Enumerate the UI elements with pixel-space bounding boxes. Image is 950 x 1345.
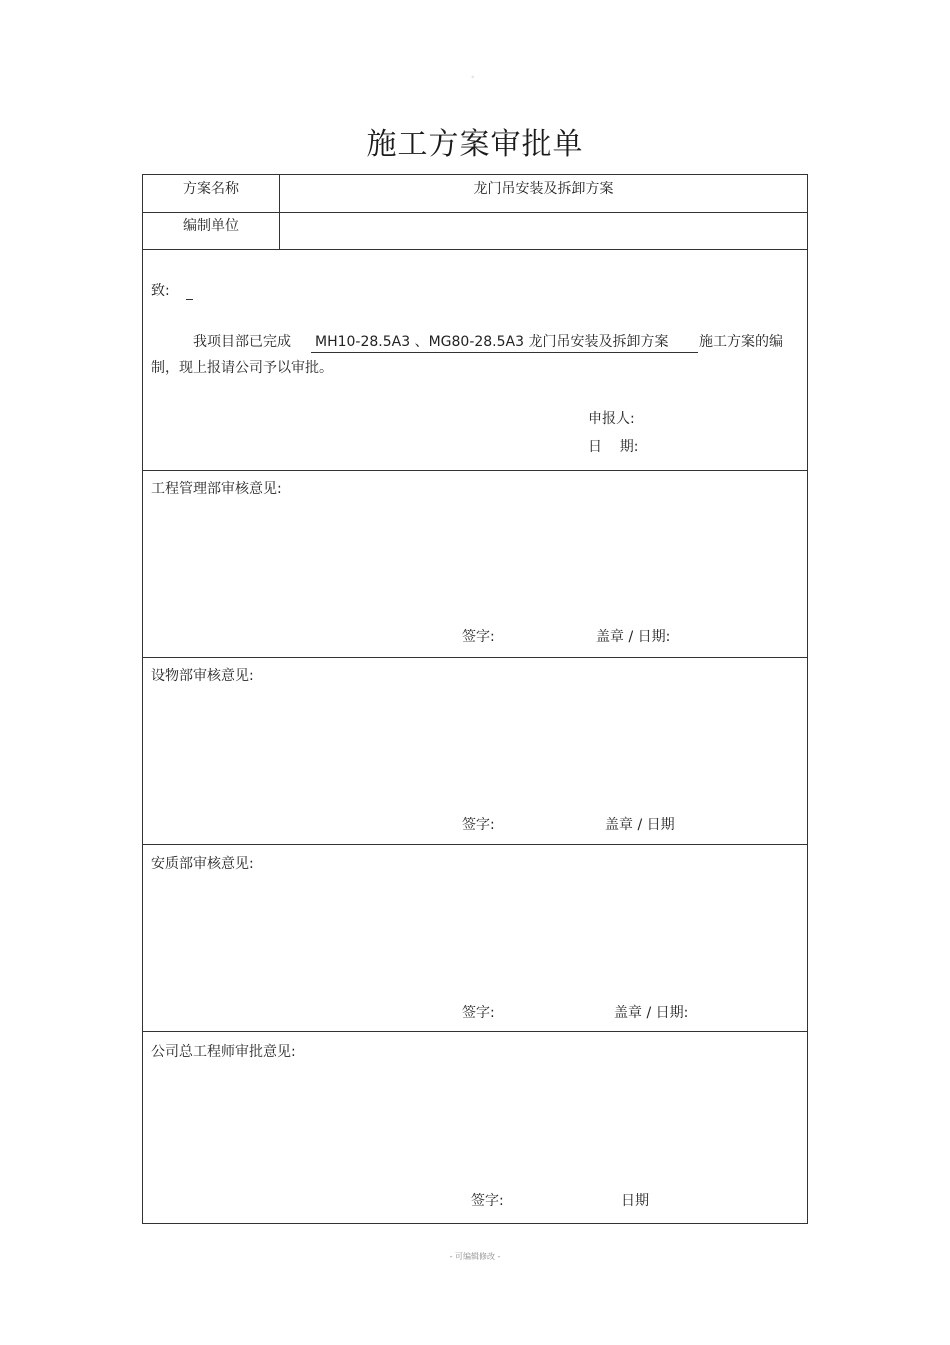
safety-quality-review-title: 安质部审核意见: bbox=[151, 856, 254, 872]
plan-name-label: 方案名称 bbox=[183, 181, 239, 197]
approval-form bbox=[142, 174, 808, 1224]
submission-body-line2: 制，现上报请公司予以审批。 bbox=[151, 360, 333, 376]
chief-engineer-date-label: 日期 bbox=[621, 1193, 649, 1209]
recipient-blank[interactable] bbox=[186, 299, 193, 300]
safety-quality-sign-label: 签字: bbox=[462, 1005, 495, 1021]
chief-engineer-review-title: 公司总工程师审批意见: bbox=[151, 1044, 296, 1060]
page-mark: 。 bbox=[471, 71, 479, 79]
plan-name-field[interactable]: MH10-28.5A3 、MG80-28.5A3 龙门吊安装及拆卸方案 bbox=[311, 333, 698, 353]
row-divider bbox=[143, 249, 807, 250]
section-divider bbox=[143, 470, 807, 471]
chief-engineer-sign-label: 签字: bbox=[471, 1193, 504, 1209]
section-divider bbox=[143, 657, 807, 658]
section-divider bbox=[143, 1031, 807, 1032]
engineering-stamp-date-label: 盖章 / 日期: bbox=[596, 629, 671, 645]
submission-date-label: 日 期: bbox=[588, 439, 639, 455]
document-title: 施工方案审批单 bbox=[366, 127, 584, 162]
submission-body-suffix: 施工方案的编 bbox=[699, 334, 783, 350]
row-divider bbox=[143, 212, 807, 213]
applicant-label: 申报人: bbox=[588, 411, 635, 427]
safety-quality-stamp-date-label: 盖章 / 日期: bbox=[614, 1005, 689, 1021]
engineering-sign-label: 签字: bbox=[462, 629, 495, 645]
plan-name-value[interactable]: 龙门吊安装及拆卸方案 bbox=[473, 181, 614, 197]
footer-mark: - 可编辑修改 - bbox=[449, 1252, 501, 1261]
section-divider bbox=[143, 844, 807, 845]
materials-stamp-date-label: 盖章 / 日期 bbox=[605, 817, 675, 833]
materials-sign-label: 签字: bbox=[462, 817, 495, 833]
engineering-review-title: 工程管理部审核意见: bbox=[151, 481, 282, 497]
to-label: 致: bbox=[151, 283, 170, 299]
submission-body-prefix: 我项目部已完成 bbox=[193, 334, 291, 350]
compiling-unit-label: 编制单位 bbox=[183, 218, 239, 234]
materials-review-title: 设物部审核意见: bbox=[151, 668, 254, 684]
